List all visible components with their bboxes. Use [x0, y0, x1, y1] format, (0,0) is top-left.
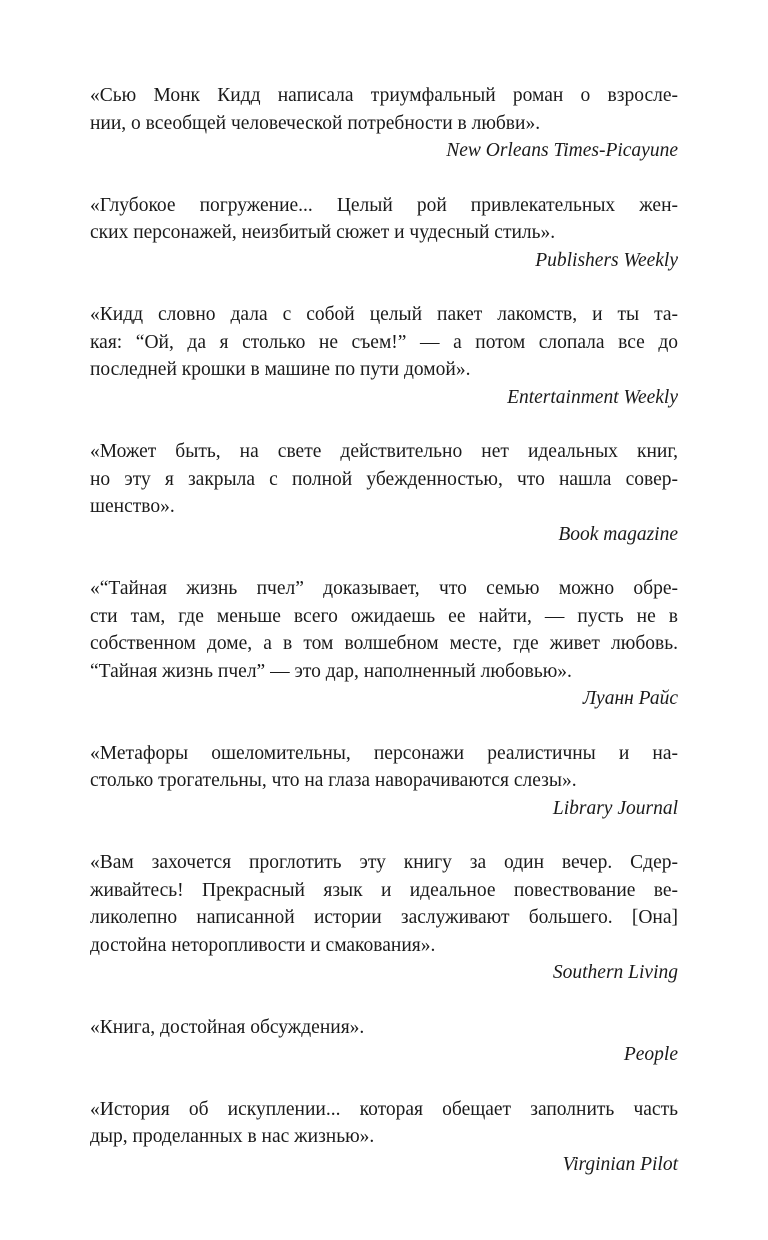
- quote-line: «Сью Монк Кидд написала триумфальный роман о взросле-: [90, 85, 678, 106]
- review-quote: [88, 438, 678, 521]
- quote-line: ских персонажей, неизбитый сюжет и чудесный стиль».: [90, 222, 556, 243]
- review-quote: [88, 740, 678, 795]
- quote-line: «Книга, достойная обсуждения».: [90, 1016, 365, 1038]
- quote-line: «Метафоры ошеломительны, персонажи реалистичны и на-: [90, 742, 678, 764]
- review-source: Луанн Райс: [582, 688, 678, 709]
- review-source: Library Journal: [552, 797, 678, 819]
- quote-line: «Кидд словно дала с собой целый пакет лакомств, и ты та-: [90, 304, 678, 325]
- review-source: Entertainment Weekly: [507, 386, 678, 408]
- quote-line: живайтесь! Прекрасный язык и идеальное повествование ве-: [90, 879, 678, 901]
- quote-line: но эту я закрыла с полной убежденностью, что нашла совер-: [90, 468, 678, 490]
- review-block: [88, 1096, 678, 1179]
- quote-line: «Вам захочется проглотить эту книгу за один вечер. Сдер-: [90, 852, 678, 873]
- quote-line: последней крошки в машине по пути домой».: [90, 359, 471, 380]
- quote-line: «Глубокое погружение... Целый рой привлекательных жен-: [90, 194, 678, 216]
- quote-line: шенство».: [90, 496, 175, 517]
- review-page: [88, 82, 678, 1178]
- review-block: [88, 575, 678, 713]
- review-block: [88, 740, 678, 823]
- review-quote: [88, 575, 678, 685]
- quote-line: дыр, проделанных в нас жизнью».: [90, 1126, 375, 1147]
- review-source: Publishers Weekly: [535, 249, 678, 271]
- review-source: Book magazine: [558, 523, 678, 545]
- review-quote: [88, 1014, 678, 1042]
- review-quote: [88, 301, 678, 384]
- quote-line: «“Тайная жизнь пчел” доказывает, что семью можно обре-: [90, 578, 678, 599]
- review-block: [88, 438, 678, 548]
- review-quote: [88, 82, 678, 137]
- quote-line: ликолепно написанной истории заслуживают большего. [Она]: [90, 907, 678, 928]
- quote-line: собственном доме, а в том волшебном месте, где живет любовь.: [90, 633, 678, 654]
- quote-line: сти там, где меньше всего ожидаешь ее найти, — пусть не в: [90, 605, 678, 627]
- review-block: [88, 1014, 678, 1069]
- review-source: People: [623, 1044, 678, 1065]
- review-block: [88, 192, 678, 275]
- review-source: Virginian Pilot: [562, 1153, 678, 1175]
- quote-line: «История об искуплении... которая обещает заполнить часть: [90, 1098, 678, 1120]
- quote-line: столько трогательны, что на глаза наворачиваются слезы».: [90, 770, 577, 791]
- review-block: [88, 82, 678, 165]
- quote-line: кая: “Ой, да я столько не съем!” — а потом слопала все до: [90, 331, 678, 353]
- review-quote: [88, 849, 678, 959]
- quote-line: «Может быть, на свете действительно нет идеальных книг,: [90, 441, 678, 462]
- quote-line: “Тайная жизнь пчел” — это дар, наполненный любовью».: [90, 660, 572, 682]
- review-quote: [88, 1096, 678, 1151]
- review-block: [88, 301, 678, 411]
- quote-line: нии, о всеобщей человеческой потребности в любви».: [90, 112, 541, 134]
- review-source: New Orleans Times-Picayune: [446, 140, 678, 161]
- quote-line: достойна неторопливости и смакования».: [90, 934, 436, 956]
- review-source: Southern Living: [552, 962, 678, 983]
- review-quote: [88, 192, 678, 247]
- review-block: [88, 849, 678, 987]
